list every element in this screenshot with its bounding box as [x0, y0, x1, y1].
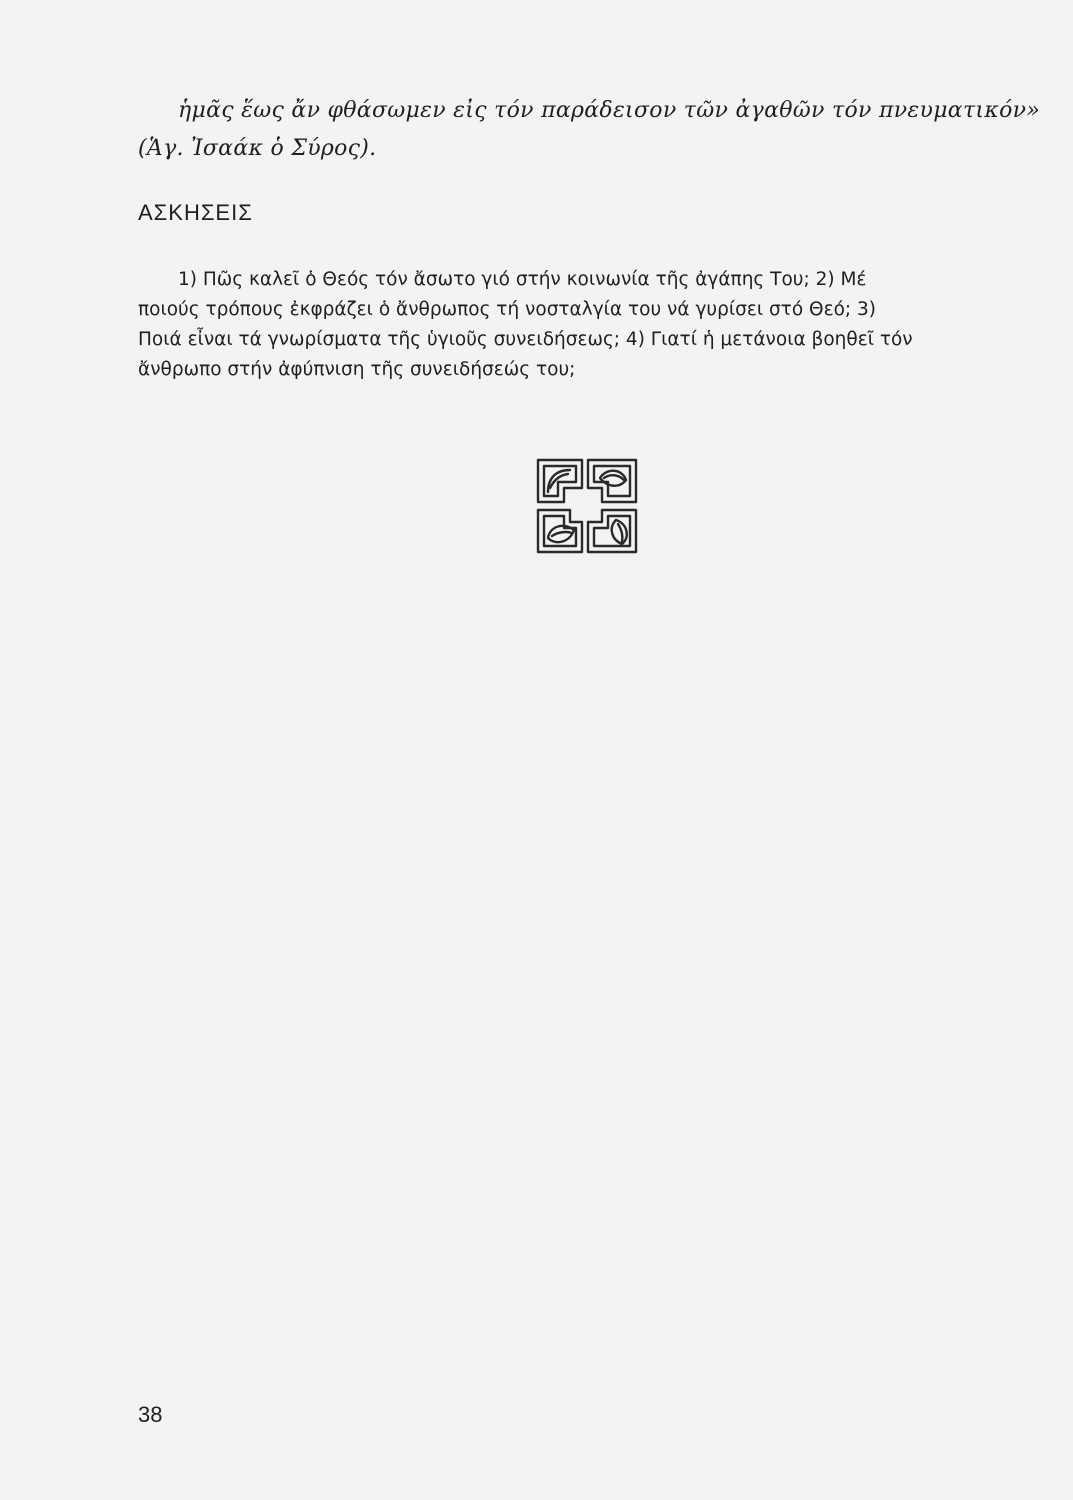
- exercises-paragraph: [138, 265, 1000, 385]
- ornament-tile-bottom-left: [538, 510, 582, 552]
- ornament-tile-top-right: [588, 460, 636, 502]
- leaf-ornament-icon: [536, 458, 640, 554]
- exercise-line: ποιούς τρόπους ἐκφράζει ὁ ἄνθρωπος τή νοσταλγία του νά γυρίσει στό Θεό; 3): [138, 299, 877, 320]
- ornament-tile-top-left: [538, 460, 582, 502]
- quote-block: [138, 92, 1041, 168]
- section-heading: ΑΣΚΗΣΕΙΣ: [138, 200, 253, 225]
- page-number: 38: [138, 1402, 163, 1427]
- quote-line: ἡμᾶς ἕως ἄν φθάσωμεν εἰς τόν παράδεισον τῶν ἀγαθῶν τόν πνευματικόν»: [178, 98, 1041, 123]
- exercise-line: 1) Πῶς καλεῖ ὁ Θεός τόν ἄσωτο γιό στήν κοινωνία τῆς ἀγάπης Του; 2) Μέ: [178, 269, 867, 290]
- quote-attribution: (Ἁγ. Ἰσαάκ ὁ Σύρος).: [138, 136, 377, 161]
- ornament-tile-bottom-right: [588, 510, 636, 552]
- exercise-line: ἄνθρωπο στήν ἀφύπνιση τῆς συνειδήσεώς του;: [138, 359, 576, 380]
- exercise-line: Ποιά εἶναι τά γνωρίσματα τῆς ὑγιοῦς συνειδήσεως; 4) Γιατί ἡ μετάνοια βοηθεῖ τόν: [138, 329, 913, 350]
